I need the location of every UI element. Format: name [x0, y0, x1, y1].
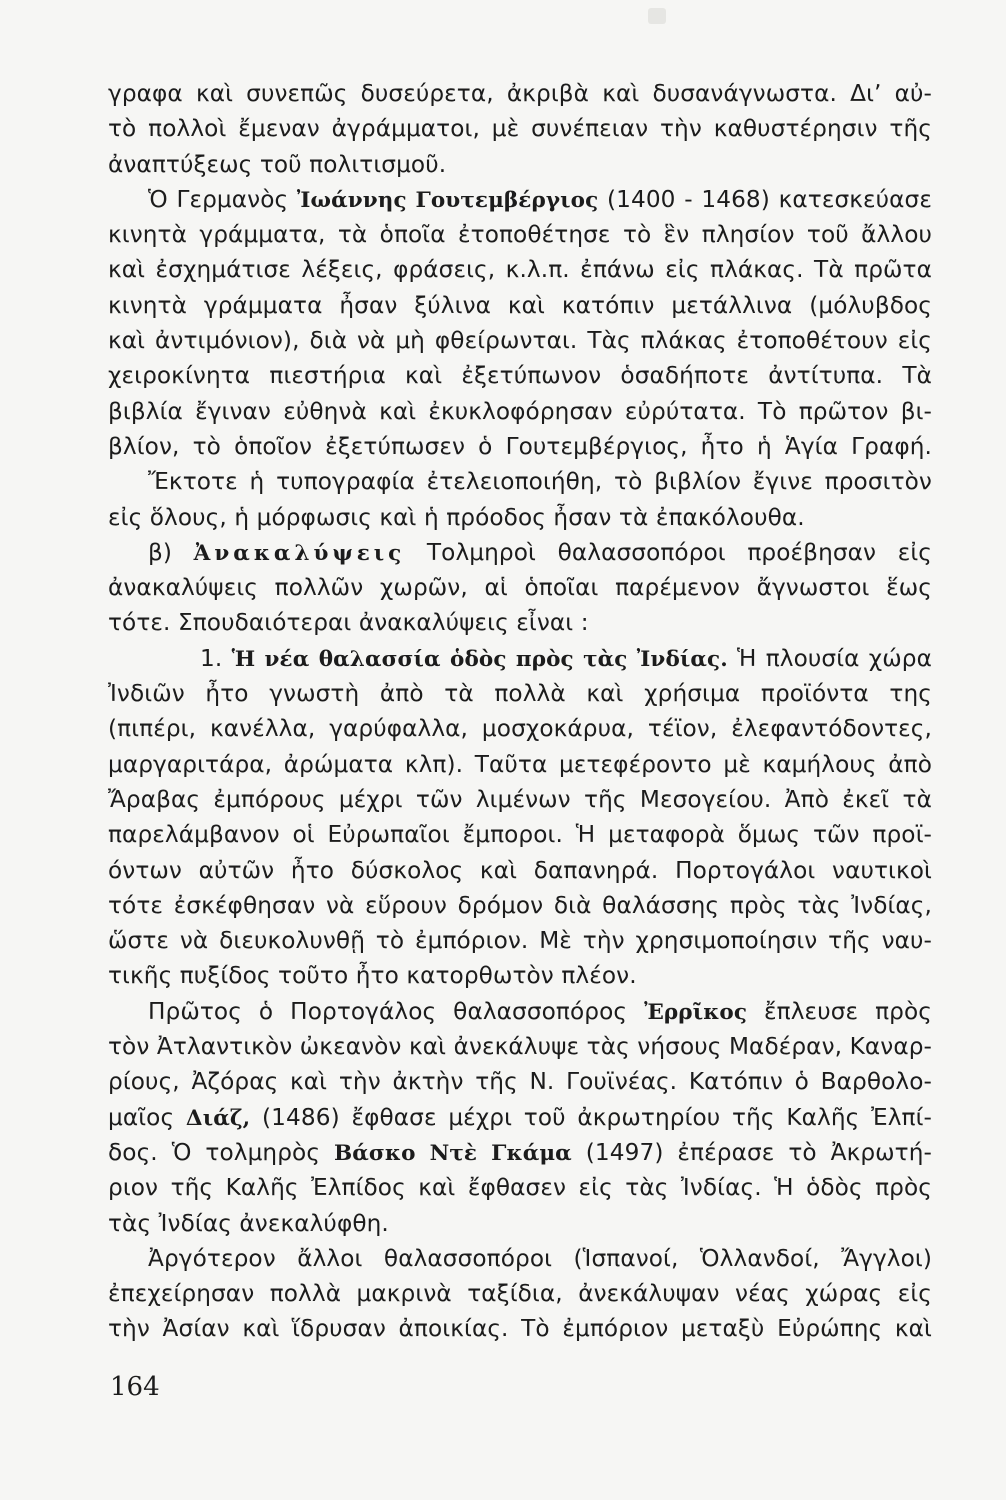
- text-line: [108, 1100, 932, 1135]
- text-line: [108, 1135, 932, 1170]
- text-line: όντων αὐτῶν ἦτο δύσκολος καὶ δαπανηρά. Πορτογάλοι ναυτικοὶ: [108, 856, 932, 884]
- section-heading-discoveries: Ἀνακαλύψεις: [193, 540, 406, 566]
- text-line: Ἀργότερον ἄλλοι θαλασσοπόροι (Ἱσπανοί, Ὁλλανδοί, Ἄγγλοι): [148, 1244, 932, 1272]
- bold-name-gutenberg: Ἰωάννης Γουτεμβέργιος: [296, 187, 599, 213]
- text-line: ἀναπτύξεως τοῦ πολιτισμοῦ.: [108, 150, 447, 178]
- text-run: Ὁ Γερμανὸς: [148, 185, 297, 213]
- text-line: τὸ πολλοὶ ἔμεναν ἀγράμματοι, μὲ συνέπειαν τὴν καθυστέρησιν τῆς: [108, 115, 932, 143]
- text-line: τικῆς πυξίδος τοῦτο ἦτο κατορθωτὸν πλέον.: [108, 962, 637, 990]
- text-line: μαργαριτάρα, ἀρώματα κλπ). Ταῦτα μετεφέροντο μὲ καμήλους ἀπὸ: [108, 750, 932, 778]
- text-line: βιβλία ἔγιναν εὐθηνὰ καὶ ἐκυκλοφόρησαν εὐρύτατα. Τὸ πρῶτον βι-: [108, 397, 932, 425]
- text-line: Ἔκτοτε ἡ τυπογραφία ἐτελειοποιήθη, τὸ βιβλίον ἔγινε προσιτὸν: [148, 468, 932, 496]
- text-line: [108, 641, 932, 676]
- page-text: [108, 76, 932, 1347]
- text-line: εἰς ὅλους, ἡ μόρφωσις καὶ ἡ πρόοδος ἦσαν τὰ ἐπακόλουθα.: [108, 503, 805, 531]
- text-line: καὶ ἐσχημάτισε λέξεις, φράσεις, κ.λ.π. ἐπάνω εἰς πλάκας. Τὰ πρῶτα: [108, 256, 932, 284]
- text-line: τὰς Ἰνδίας ἀνεκαλύφθη.: [108, 1209, 389, 1237]
- text-run: Τολμηροὶ θαλασσοπόροι προέβησαν εἰς: [405, 538, 932, 566]
- bold-name-vasco-da-gama: Βάσκο Ντὲ Γκάμα: [333, 1140, 572, 1166]
- text-line: ὥστε νὰ διευκολυνθῇ τὸ ἐμπόριον. Μὲ τὴν χρησιμοποίησιν τῆς ναυ-: [108, 927, 932, 955]
- text-line: τότε ἐσκέφθησαν νὰ εὕρουν δρόμον διὰ θαλάσσης πρὸς τὰς Ἰνδίας,: [108, 891, 932, 919]
- text-line: τὸν Ἀτλαντικὸν ὠκεανὸν καὶ ἀνεκάλυψε τὰς νήσους Μαδέραν, Καναρ-: [108, 1033, 932, 1061]
- text-line: Ἰνδιῶν ἦτο γνωστὴ ἀπὸ τὰ πολλὰ καὶ χρήσιμα προϊόντα της: [108, 680, 932, 708]
- text-line: [108, 535, 932, 570]
- text-line: ἀνακαλύψεις πολλῶν χωρῶν, αἱ ὁποῖαι παρέμενον ἄγνωστοι ἕως: [108, 574, 932, 602]
- text-run: μαῖος: [108, 1103, 186, 1131]
- text-line: τὴν Ἀσίαν καὶ ἵδρυσαν ἀποικίας. Τὸ ἐμπόριον μεταξὺ Εὐρώπης καὶ: [108, 1315, 932, 1343]
- scan-mark: [648, 8, 666, 24]
- text-line: κινητὰ γράμματα, τὰ ὁποῖα ἐτοποθέτησε τὸ ἓν πλησίον τοῦ ἄλλου: [108, 221, 932, 249]
- text-line: κινητὰ γράμματα ἦσαν ξύλινα καὶ κατόπιν μετάλλινα (μόλυβδος: [108, 291, 932, 319]
- text-line: (πιπέρι, κανέλλα, γαρύφαλλα, μοσχοκάρυα, τέϊον, ἐλεφαντόδοντες,: [108, 715, 932, 743]
- text-line: [108, 994, 932, 1029]
- text-line: ριον τῆς Καλῆς Ἐλπίδος καὶ ἔφθασεν εἰς τὰς Ἰνδίας. Ἡ ὁδὸς πρὸς: [108, 1174, 932, 1202]
- text-line: [108, 182, 932, 217]
- text-run: Ἡ πλουσία χώρα: [737, 644, 932, 672]
- text-run: Πρῶτος ὁ Πορτογάλος θαλασσοπόρος: [148, 997, 645, 1025]
- text-line: ρίους, Ἀζόρας καὶ τὴν ἀκτὴν τῆς Ν. Γουϊνέας. Κατόπιν ὁ Βαρθολο-: [108, 1068, 932, 1096]
- bold-name-henry: Ἐρρῖκος: [644, 999, 748, 1025]
- text-line: γραφα καὶ συνεπῶς δυσεύρετα, ἀκριβὰ καὶ δυσανάγνωστα. Διʼ αὐ-: [108, 80, 932, 107]
- text-run: δος. Ὁ τολμηρὸς: [108, 1138, 334, 1166]
- bold-name-dias: Διάζ,: [185, 1105, 251, 1131]
- text-line: Ἄραβας ἐμπόρους μέχρι τῶν λιμένων τῆς Μεσογείου. Ἀπὸ ἐκεῖ τὰ: [108, 785, 932, 813]
- subheading-sea-route: Ἡ νέα θαλασσία ὁδὸς πρὸς τὰς Ἰνδίας.: [231, 646, 728, 672]
- text-run: (1400 - 1468) κατεσκεύασε: [598, 185, 932, 213]
- text-line: καὶ ἀντιμόνιον), διὰ νὰ μὴ φθείρωνται. Τὰς πλάκας ἐτοποθέτουν εἰς: [108, 327, 932, 355]
- text-run: (1486) ἔφθασε μέχρι τοῦ ἀκρωτηρίου τῆς Καλῆς Ἐλπί-: [250, 1103, 932, 1131]
- text-line: χειροκίνητα πιεστήρια καὶ ἐξετύπωνον ὁσαδήποτε ἀντίτυπα. Τὰ: [108, 362, 932, 390]
- text-run: (1497) ἐπέρασε τὸ Ἀκρωτή-: [571, 1138, 932, 1166]
- text-line: βλίον, τὸ ὁποῖον ἐξετύπωσεν ὁ Γουτεμβέργιος, ἦτο ἡ Ἁγία Γραφή.: [108, 432, 932, 460]
- text-line: τότε. Σπουδαιότεραι ἀνακαλύψεις εἶναι :: [108, 609, 589, 637]
- text-run: ἔπλευσε πρὸς: [747, 997, 932, 1025]
- text-line: παρελάμβανον οἱ Εὐρωπαῖοι ἔμποροι. Ἡ μεταφορὰ ὅμως τῶν προϊ-: [108, 821, 932, 849]
- text-run: 1.: [200, 644, 232, 672]
- page-number: 164: [110, 1372, 160, 1402]
- text-run: β): [148, 538, 194, 566]
- text-line: ἐπεχείρησαν πολλὰ μακρινὰ ταξίδια, ἀνεκάλυψαν νέας χώρας εἰς: [108, 1280, 932, 1308]
